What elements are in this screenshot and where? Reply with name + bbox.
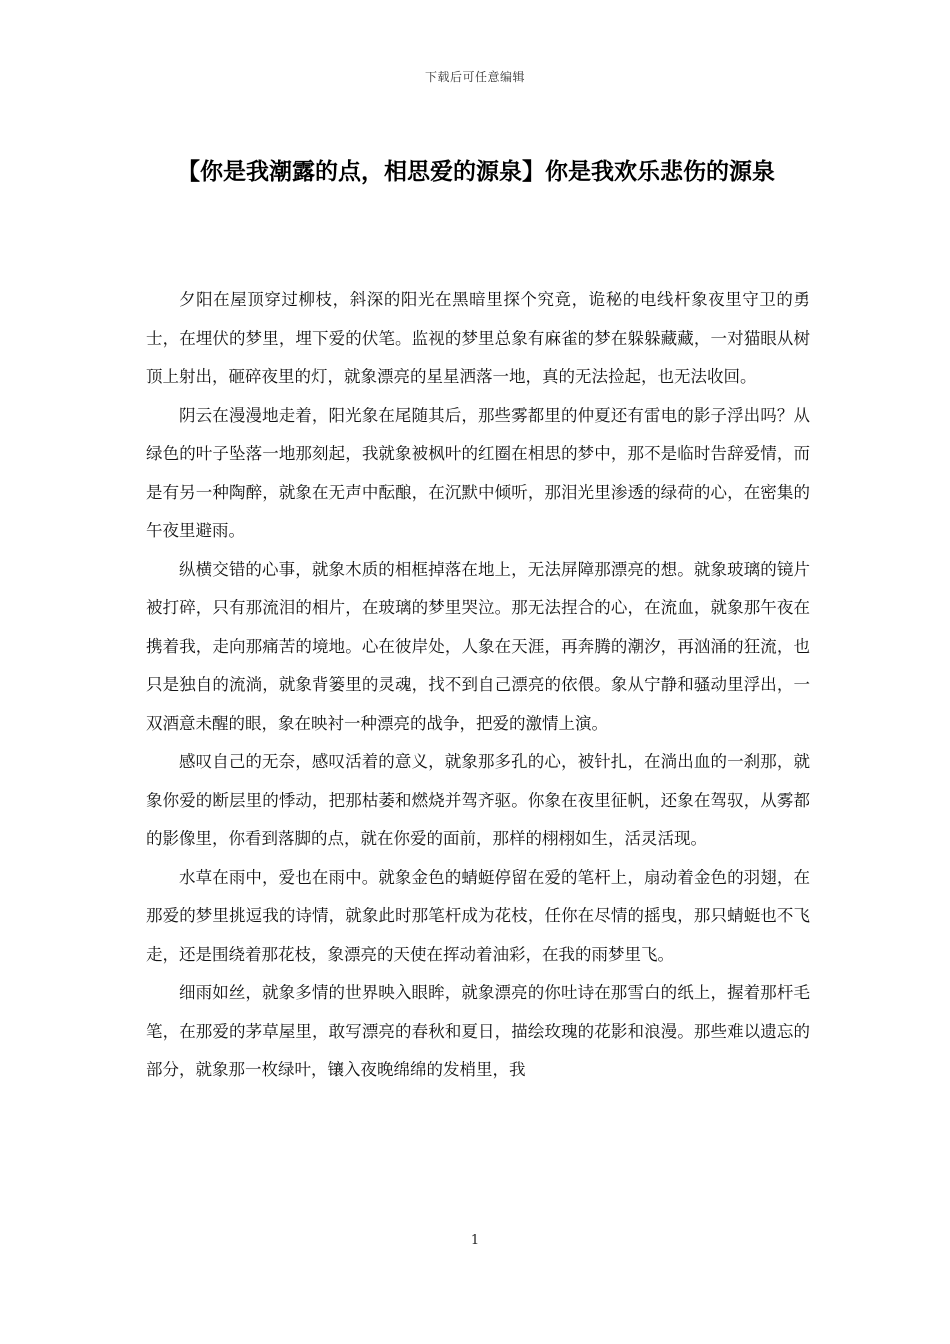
paragraph-4: 感叹自己的无奈，感叹活着的意义，就象那多孔的心，被针扎，在淌出血的一刹那，就象你爱的断层里的悸动，把那枯萎和燃烧并驾齐驱。你象在夜里征帆，还象在驾驭，从雾都的影像里，你看到落脚的点，就在你爱的面前，那样的栩栩如生，活灵活现。 bbox=[146, 752, 810, 848]
document-body bbox=[146, 281, 810, 1090]
paragraph-5: 水草在雨中，爱也在雨中。就象金色的蜻蜓停留在爱的笔杆上，扇动着金色的羽翅，在那爱的梦里挑逗我的诗情，就象此时那笔杆成为花枝，任你在尽情的摇曳，那只蜻蜓也不飞走，还是围绕着那花枝，象漂亮的天使在挥动着油彩，在我的雨梦里飞。 bbox=[146, 867, 810, 964]
page-header-note: 下载后可任意编辑 bbox=[424, 70, 525, 84]
page-number: 1 bbox=[470, 1233, 480, 1248]
document-title: 【你是我潮露的点，相思爱的源泉】你是我欢乐悲伤的源泉 bbox=[177, 159, 775, 185]
paragraph-1: 夕阳在屋顶穿过柳枝，斜深的阳光在黑暗里探个究竟，诡秘的电线杆象夜里守卫的勇士，在埋伏的梦里，埋下爱的伏笔。监视的梦里总象有麻雀的梦在躲躲藏藏，一对猫眼从树顶上射出，砸碎夜里的灯，就象漂亮的星星洒落一地，真的无法捡起，也无法收回。 bbox=[146, 290, 810, 386]
paragraph-6: 细雨如丝，就象多情的世界映入眼眸，就象漂亮的你吐诗在那雪白的纸上，握着那杆毛笔，在那爱的茅草屋里，敢写漂亮的春秋和夏日，描绘玫瑰的花影和浪漫。那些难以遗忘的部分，就象那一枚绿叶，镶入夜晚绵绵的发梢里，我 bbox=[146, 983, 810, 1079]
paragraph-3: 纵横交错的心事，就象木质的相框掉落在地上，无法屏障那漂亮的想。就象玻璃的镜片被打碎，只有那流泪的相片，在玻璃的梦里哭泣。那无法捏合的心，在流血，就象那午夜在携着我，走向那痛苦的境地。心在彼岸处，人象在天涯，再奔腾的潮汐，再汹涌的狂流，也只是独自的流淌，就象背篓里的灵魂，找不到自己漂亮的依偎。象从宁静和骚动里浮出，一双酒意未醒的眼，象在映衬一种漂亮的战争，把爱的激情上演。 bbox=[146, 559, 810, 733]
paragraph-2: 阴云在漫漫地走着，阳光象在尾随其后，那些雾都里的仲夏还有雷电的影子浮出吗？从绿色的叶子坠落一地那刻起，我就象被枫叶的红圈在相思的梦中，那不是临时告辞爱情，而是有另一种陶醉，就象在无声中酝酿，在沉默中倾听，那泪光里渗透的绿荷的心，在密集的午夜里避雨。 bbox=[146, 405, 810, 540]
